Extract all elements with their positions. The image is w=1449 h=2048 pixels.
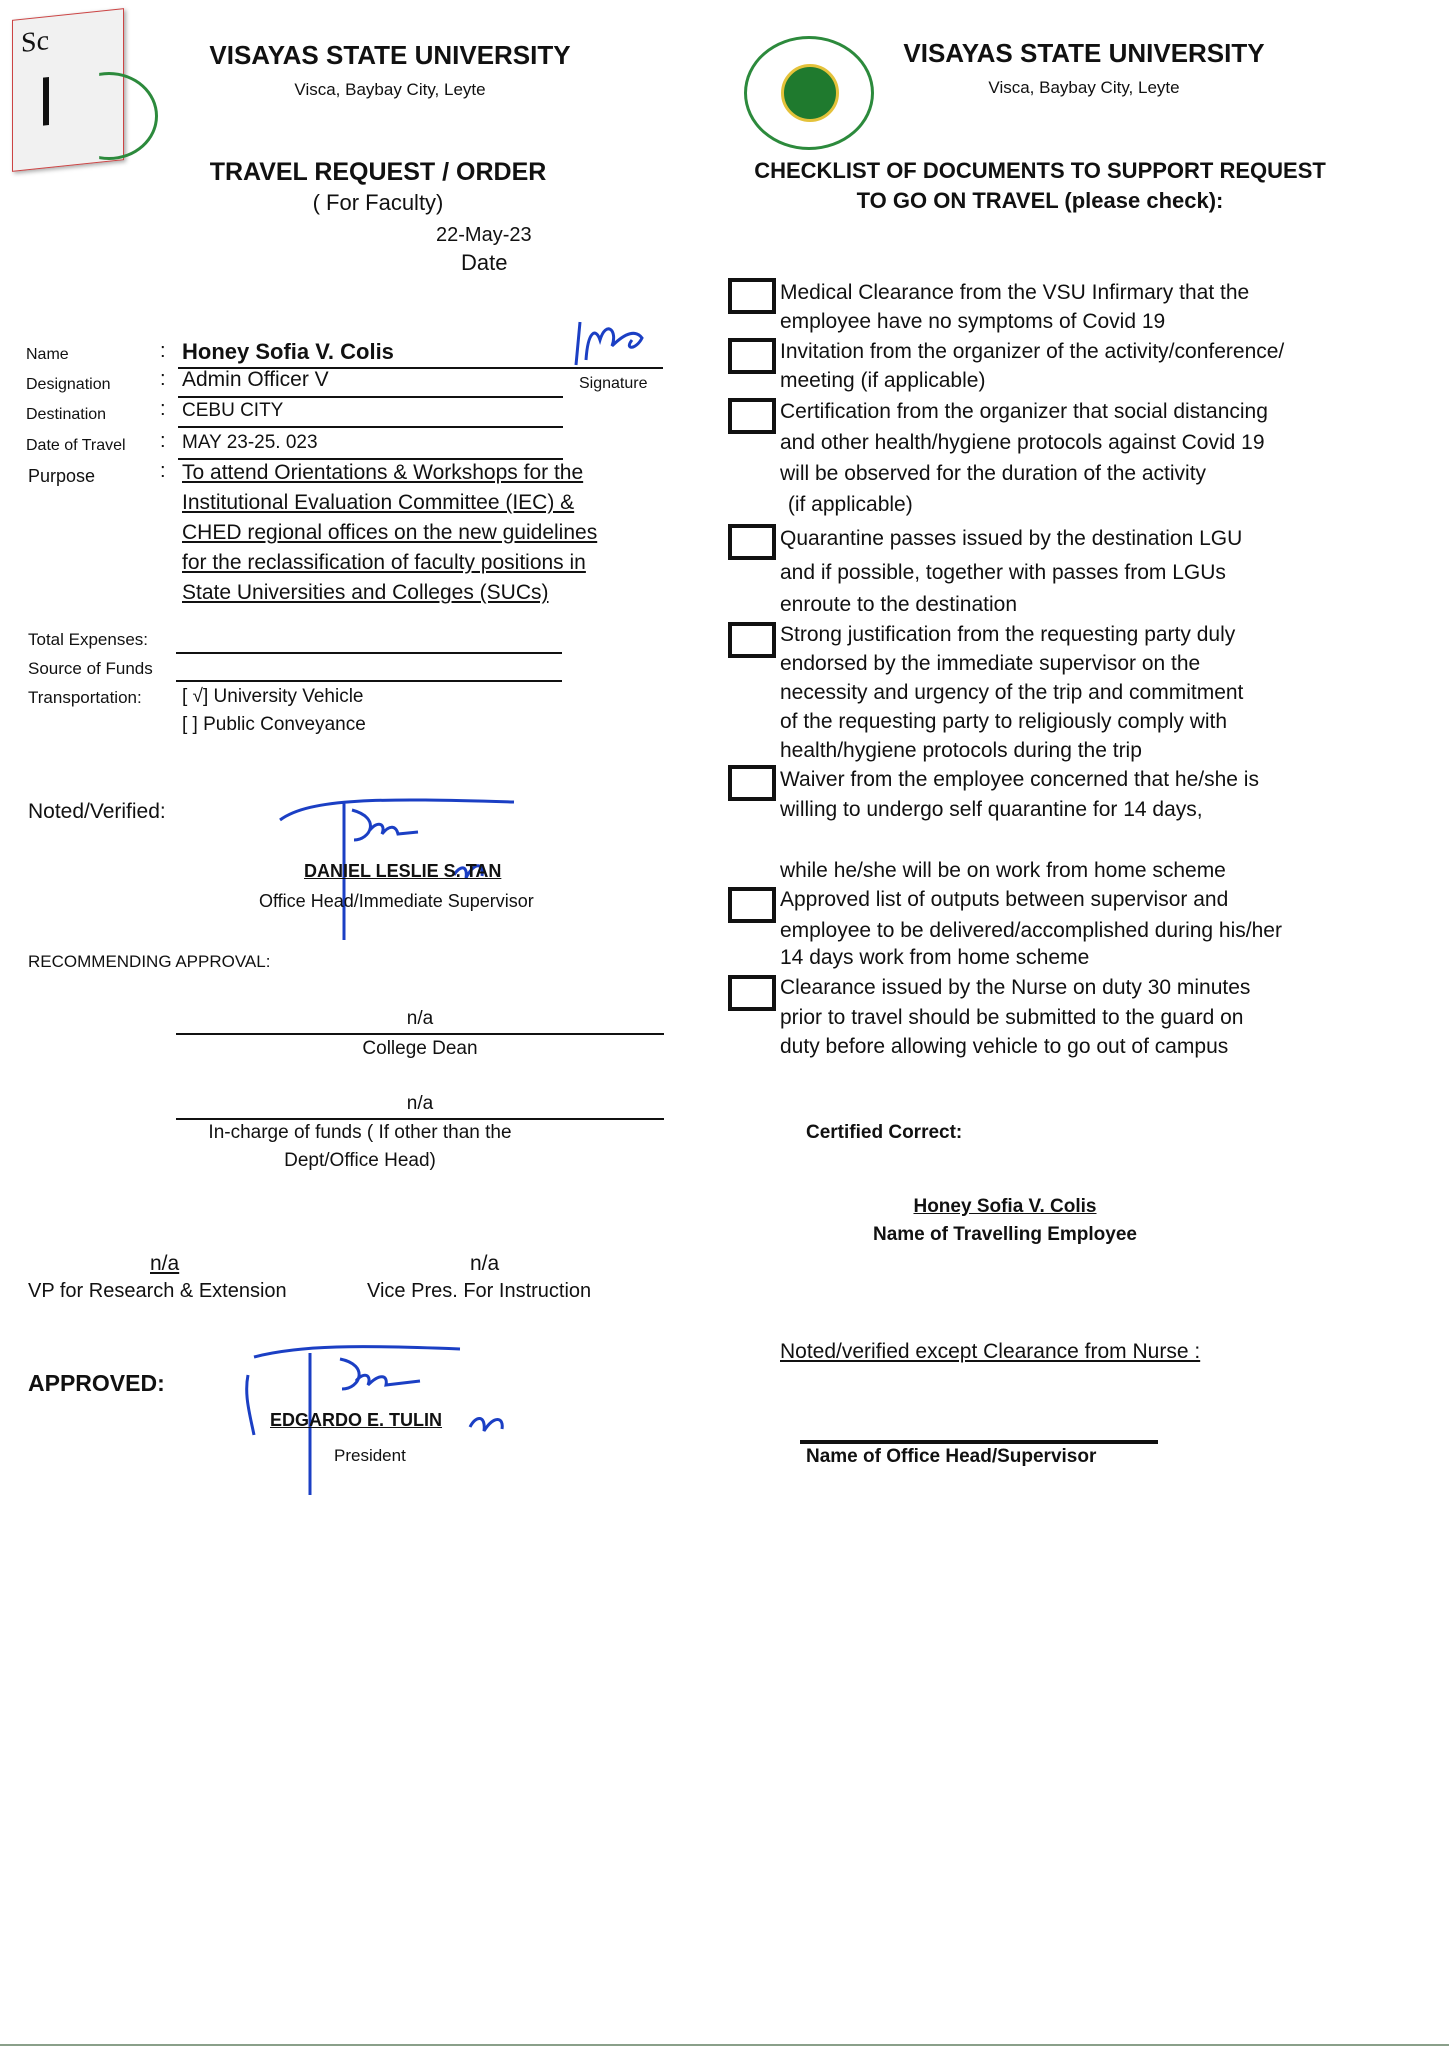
checklist-line: Approved list of outputs between supervisor and bbox=[780, 888, 1229, 911]
vp-research-value: n/a bbox=[150, 1252, 180, 1275]
approved-label: APPROVED: bbox=[28, 1370, 165, 1396]
checklist-line: employee have no symptoms of Covid 19 bbox=[780, 310, 1166, 333]
checklist-checkbox-outputs[interactable] bbox=[728, 887, 776, 923]
supervisor-title: Office Head/Immediate Supervisor bbox=[259, 891, 534, 911]
seal-emblem bbox=[781, 64, 839, 122]
right-university-name: VISAYAS STATE UNIVERSITY bbox=[903, 38, 1265, 68]
transport-option-vehicle: [ √] University Vehicle bbox=[182, 686, 364, 707]
dean-title: College Dean bbox=[362, 1038, 478, 1059]
destination-label: Destination bbox=[26, 406, 107, 423]
checklist-title-line2: TO GO ON TRAVEL (please check): bbox=[856, 188, 1224, 213]
certified-correct-label: Certified Correct: bbox=[806, 1122, 963, 1143]
destination-field bbox=[178, 398, 563, 428]
checklist-line: Strong justification from the requesting party duly bbox=[780, 623, 1236, 646]
scan-bottom-edge bbox=[0, 2044, 1449, 2046]
dean-line bbox=[176, 1033, 664, 1035]
checklist-line: employee to be delivered/accomplished during his/her bbox=[780, 919, 1282, 942]
checklist-checkbox-nurse-clearance[interactable] bbox=[728, 975, 776, 1011]
travelling-employee-name: Honey Sofia V. Colis bbox=[913, 1196, 1097, 1217]
right-university-address: Visca, Baybay City, Leyte bbox=[988, 78, 1180, 97]
date-of-travel-field bbox=[178, 430, 563, 460]
checklist-checkbox-waiver[interactable] bbox=[728, 765, 776, 801]
sticker-text: Sc bbox=[21, 24, 49, 59]
checklist-line: 14 days work from home scheme bbox=[780, 946, 1090, 969]
total-expenses-label: Total Expenses: bbox=[28, 630, 149, 649]
purpose-line: To attend Orientations & Workshops for the bbox=[182, 461, 584, 484]
checklist-line: prior to travel should be submitted to the guard on bbox=[780, 1006, 1244, 1029]
designation-colon: : bbox=[160, 368, 166, 390]
checklist-line: Invitation from the organizer of the activity/conference/ bbox=[780, 340, 1285, 363]
checklist-line: meeting (if applicable) bbox=[780, 369, 986, 392]
date-of-travel-value: MAY 23-25. 023 bbox=[182, 432, 318, 453]
sticker-bar bbox=[43, 77, 49, 126]
source-of-funds-field bbox=[176, 658, 562, 682]
checklist-line: Clearance issued by the Nurse on duty 30 minutes bbox=[780, 976, 1251, 999]
signature-label: Signature bbox=[579, 375, 648, 392]
funds-title-line2: Dept/Office Head) bbox=[284, 1150, 436, 1171]
designation-value: Admin Officer V bbox=[182, 368, 329, 391]
checklist-line: Waiver from the employee concerned that he/she is bbox=[780, 768, 1259, 791]
requester-signature bbox=[566, 310, 656, 370]
supervisor-name: DANIEL LESLIE S. TAN bbox=[304, 861, 502, 881]
purpose-label: Purpose bbox=[28, 466, 96, 486]
purpose-line: State Universities and Colleges (SUCs) bbox=[182, 581, 549, 604]
total-expenses-field bbox=[176, 630, 562, 654]
university-seal bbox=[744, 36, 874, 150]
form-title: TRAVEL REQUEST / ORDER bbox=[209, 158, 547, 186]
dean-value: n/a bbox=[406, 1008, 434, 1029]
checklist-checkbox-justification[interactable] bbox=[728, 622, 776, 658]
name-value: Honey Sofia V. Colis bbox=[182, 339, 394, 364]
checklist-checkbox-medical[interactable] bbox=[728, 278, 776, 314]
form-subtitle: ( For Faculty) bbox=[312, 190, 444, 215]
office-head-caption: Name of Office Head/Supervisor bbox=[806, 1446, 1097, 1467]
recommending-approval-label: RECOMMENDING APPROVAL: bbox=[28, 952, 271, 971]
checklist-line: will be observed for the duration of the activity bbox=[780, 462, 1207, 485]
date-of-travel-label: Date of Travel bbox=[26, 437, 126, 454]
checklist-line: endorsed by the immediate supervisor on the bbox=[780, 652, 1201, 675]
checklist-line: and if possible, together with passes from LGUs bbox=[780, 561, 1226, 584]
checklist-line: willing to undergo self quarantine for 14 days, bbox=[780, 798, 1203, 821]
left-university-address: Visca, Baybay City, Leyte bbox=[294, 80, 486, 99]
purpose-line: for the reclassification of faculty positions in bbox=[182, 551, 586, 574]
date-value: 22-May-23 bbox=[436, 224, 532, 246]
purpose-colon: : bbox=[160, 460, 166, 482]
vp-instruction-value: n/a bbox=[470, 1252, 500, 1275]
purpose-text bbox=[182, 458, 662, 608]
funds-title-line1: In-charge of funds ( If other than the bbox=[208, 1122, 512, 1143]
purpose-line: Institutional Evaluation Committee (IEC) & bbox=[182, 491, 575, 514]
funds-line bbox=[176, 1118, 664, 1120]
checklist-line: Medical Clearance from the VSU Infirmary that the bbox=[780, 281, 1250, 304]
checklist-line: while he/she will be on work from home scheme bbox=[780, 859, 1226, 882]
checklist-line: of the requesting party to religiously comply with bbox=[780, 710, 1228, 733]
checklist-checkbox-certification[interactable] bbox=[728, 398, 776, 434]
transport-option-public: [ ] Public Conveyance bbox=[182, 714, 366, 735]
source-of-funds-label: Source of Funds bbox=[28, 659, 153, 678]
noted-except-label: Noted/verified except Clearance from Nurse : bbox=[780, 1340, 1201, 1363]
president-name: EDGARDO E. TULIN bbox=[270, 1410, 443, 1430]
checklist-title-line1: CHECKLIST OF DOCUMENTS TO SUPPORT REQUEST bbox=[754, 158, 1326, 183]
left-university-name: VISAYAS STATE UNIVERSITY bbox=[209, 40, 571, 70]
checklist-line: Certification from the organizer that social distancing bbox=[780, 400, 1268, 423]
transportation-label: Transportation: bbox=[28, 688, 142, 707]
destination-value: CEBU CITY bbox=[182, 400, 284, 421]
checklist-line: necessity and urgency of the trip and commitment bbox=[780, 681, 1244, 704]
date-of-travel-colon: : bbox=[160, 430, 166, 452]
vp-instruction-title: Vice Pres. For Instruction bbox=[367, 1280, 592, 1302]
funds-value: n/a bbox=[406, 1093, 434, 1114]
vp-research-title: VP for Research & Extension bbox=[28, 1280, 287, 1302]
president-title: President bbox=[334, 1446, 406, 1465]
designation-label: Designation bbox=[26, 376, 111, 393]
noted-verified-label: Noted/Verified: bbox=[28, 800, 166, 823]
purpose-line: CHED regional offices on the new guidelines bbox=[182, 521, 598, 544]
travelling-employee-caption: Name of Travelling Employee bbox=[873, 1224, 1137, 1245]
name-colon: : bbox=[160, 340, 166, 362]
checklist-line: health/hygiene protocols during the trip bbox=[780, 739, 1142, 762]
checklist-checkbox-invitation[interactable] bbox=[728, 338, 776, 374]
checklist-line: and other health/hygiene protocols against Covid 19 bbox=[780, 431, 1265, 454]
date-label: Date bbox=[461, 250, 508, 275]
checklist-line: duty before allowing vehicle to go out of campus bbox=[780, 1035, 1229, 1058]
destination-colon: : bbox=[160, 398, 166, 420]
checklist-checkbox-quarantine-passes[interactable] bbox=[728, 524, 776, 560]
checklist-line: enroute to the destination bbox=[780, 593, 1018, 616]
office-head-line bbox=[800, 1440, 1158, 1444]
checklist-line: (if applicable) bbox=[782, 493, 913, 516]
name-label: Name bbox=[26, 346, 69, 363]
designation-field bbox=[178, 368, 563, 398]
checklist-line: Quarantine passes issued by the destination LGU bbox=[780, 527, 1243, 550]
